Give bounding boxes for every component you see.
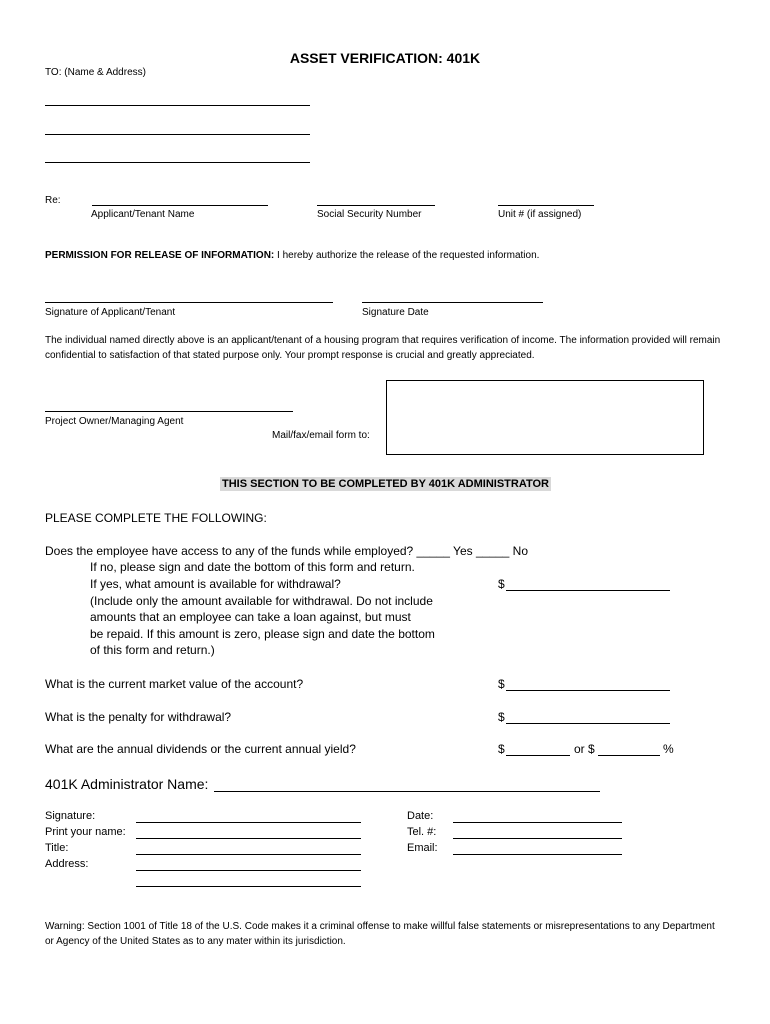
signature-date-label: Signature Date xyxy=(362,307,429,318)
print-name-line[interactable] xyxy=(136,838,361,839)
print-name-label: Print your name: xyxy=(45,826,126,838)
market-value-dollar: $ xyxy=(498,677,505,691)
q1-line-6: of this form and return.) xyxy=(90,643,215,657)
section-heading: THIS SECTION TO BE COMPLETED BY 401K ADMINISTRATOR xyxy=(222,478,549,490)
permission-heading: PERMISSION FOR RELEASE OF INFORMATION: xyxy=(45,250,275,261)
address-label: Address: xyxy=(45,858,89,870)
address-line-2[interactable] xyxy=(136,886,361,887)
mail-form-label: Mail/fax/email form to: xyxy=(272,430,370,441)
yield-percent: % xyxy=(663,742,674,756)
date-label: Date: xyxy=(407,810,434,822)
to-address-line-3[interactable] xyxy=(45,162,310,163)
tel-label: Tel. #: xyxy=(407,826,437,838)
tel-line[interactable] xyxy=(453,838,622,839)
title-line[interactable] xyxy=(136,854,361,855)
project-owner-label: Project Owner/Managing Agent xyxy=(45,416,184,427)
signature-date-line[interactable] xyxy=(362,302,543,303)
dividends-line[interactable] xyxy=(506,755,570,756)
q1-line-5: be repaid. If this amount is zero, please sign and date the bottom xyxy=(90,627,435,641)
penalty-question: What is the penalty for withdrawal? xyxy=(45,710,232,724)
dividends-dollar: $ xyxy=(498,742,505,756)
yield-or-dollar: or $ xyxy=(574,742,595,756)
please-complete-label: PLEASE COMPLETE THE FOLLOWING: xyxy=(45,511,267,525)
project-owner-line[interactable] xyxy=(45,411,293,412)
admin-name-line[interactable] xyxy=(214,791,600,792)
q1-line-3: (Include only the amount available for withdrawal. Do not include xyxy=(90,594,433,608)
unit-line[interactable] xyxy=(498,205,594,206)
yield-line[interactable] xyxy=(598,755,660,756)
email-label: Email: xyxy=(407,842,438,854)
to-address-line-1[interactable] xyxy=(45,105,310,106)
signature-label: Signature: xyxy=(45,810,96,822)
market-value-question: What is the current market value of the account? xyxy=(45,677,304,691)
email-line[interactable] xyxy=(453,854,622,855)
to-label: TO: (Name & Address) xyxy=(45,67,146,78)
to-address-line-2[interactable] xyxy=(45,134,310,135)
legal-warning: Warning: Section 1001 of Title 18 of the U.S. Code makes it a criminal offense to make willful false statements or misrepresentations to any Department or Agency of the United States as to any mater within its jurisdiction. xyxy=(45,921,715,947)
q1-line-2: If yes, what amount is available for withdrawal? xyxy=(90,577,341,591)
applicant-name-label: Applicant/Tenant Name xyxy=(91,209,195,220)
penalty-dollar: $ xyxy=(498,710,505,724)
date-line[interactable] xyxy=(453,822,622,823)
applicant-signature-line[interactable] xyxy=(45,302,333,303)
penalty-line[interactable] xyxy=(506,723,670,724)
permission-text: I hereby authorize the release of the requested information. xyxy=(274,250,540,261)
withdrawal-amount-line[interactable] xyxy=(506,590,670,591)
admin-signature-line[interactable] xyxy=(136,822,361,823)
mail-to-address-box[interactable] xyxy=(386,380,704,455)
permission-statement xyxy=(45,250,539,261)
withdrawal-amount-dollar: $ xyxy=(498,577,505,591)
re-label: Re: xyxy=(45,195,61,206)
confidentiality-disclaimer: The individual named directly above is an applicant/tenant of a housing program that requires verification of income. The information provided will remain confidential to satisfaction of that stated purpose only. Your prompt response is crucial and greatly appreciated. xyxy=(45,335,721,361)
funds-access-question: Does the employee have access to any of the funds while employed? _____ Yes _____ No xyxy=(45,544,528,558)
ssn-label: Social Security Number xyxy=(317,209,422,220)
dividends-question: What are the annual dividends or the current annual yield? xyxy=(45,742,356,756)
ssn-line[interactable] xyxy=(317,205,435,206)
form-title: ASSET VERIFICATION: 401K xyxy=(289,50,481,66)
q1-line-4: amounts that an employee can take a loan against, but must xyxy=(90,610,411,624)
admin-name-label: 401K Administrator Name: xyxy=(45,776,209,792)
q1-line-1: If no, please sign and date the bottom of this form and return. xyxy=(90,560,415,574)
address-line-1[interactable] xyxy=(136,870,361,871)
title-label: Title: xyxy=(45,842,69,854)
applicant-signature-label: Signature of Applicant/Tenant xyxy=(45,307,176,318)
unit-label: Unit # (if assigned) xyxy=(498,209,582,220)
applicant-name-line[interactable] xyxy=(92,205,268,206)
market-value-line[interactable] xyxy=(506,690,670,691)
